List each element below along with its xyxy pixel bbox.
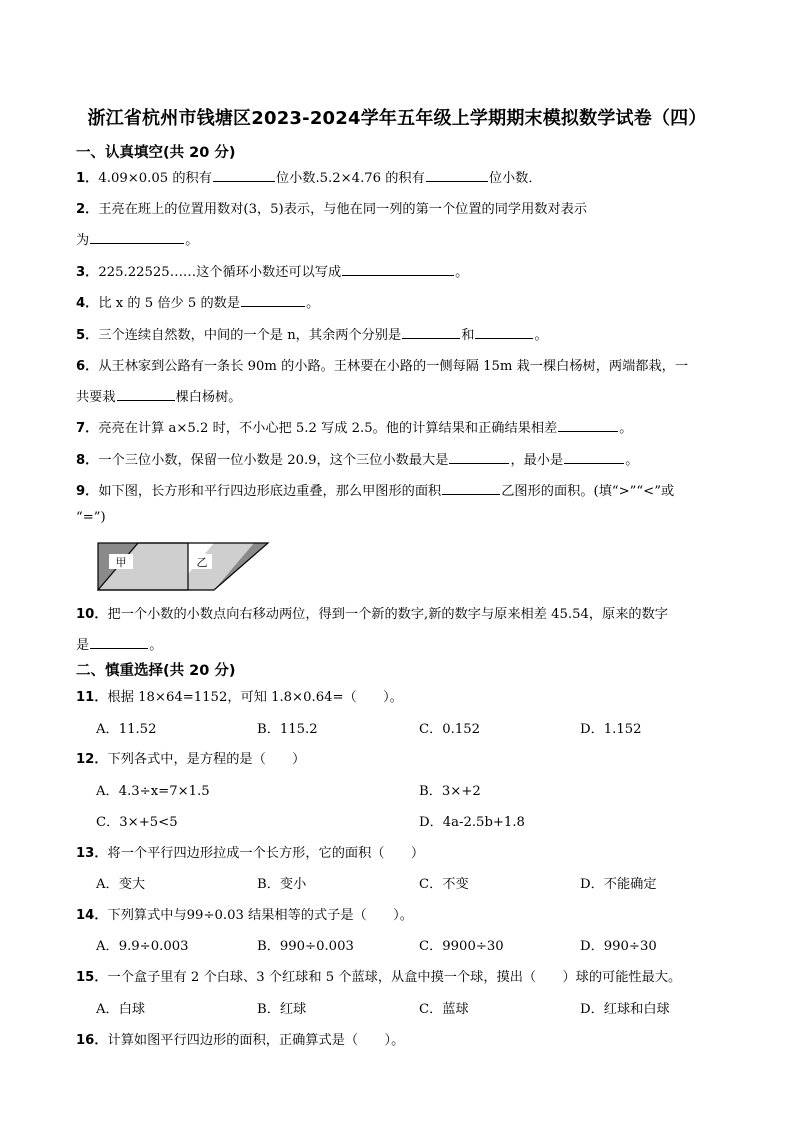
label-jia: 甲 (115, 556, 127, 569)
label-yi: 乙 (196, 556, 208, 569)
question-text: 。 (625, 453, 639, 468)
question-15 (76, 966, 681, 985)
question-9 (76, 480, 674, 499)
question-number: 4． (76, 296, 99, 311)
question-number: 16． (76, 1033, 108, 1048)
question-number: 12． (76, 752, 108, 767)
q11-option-b[interactable]: B．115.2 (257, 722, 318, 737)
question-text: 下列算式中与99÷0.03 结果相等的式子是（ ）。 (107, 908, 413, 923)
question-text: 225.22525……这个循环小数还可以写成 (98, 265, 342, 280)
question-number: 15． (76, 970, 108, 985)
q14-option-d[interactable]: D．990÷30 (580, 939, 657, 954)
question-number: 14． (76, 908, 108, 923)
q11-option-c[interactable]: C．0.152 (419, 722, 481, 737)
question-text: 从王林家到公路有一条长 90m 的小路。王林要在小路的一侧每隔 15m 栽一棵白杨树，两端都栽，一 (98, 359, 689, 374)
question-7 (76, 417, 632, 436)
question-text: ，最小是 (510, 453, 564, 468)
answer-blank[interactable] (402, 326, 460, 339)
question-6 (76, 355, 688, 374)
q12-option-c[interactable]: C．3×+5<5 (96, 815, 178, 830)
question-number: 3． (76, 265, 99, 280)
answer-blank[interactable] (241, 294, 305, 307)
q12-option-b[interactable]: B．3×+2 (419, 784, 481, 799)
question-13 (76, 842, 424, 861)
question-14 (76, 904, 413, 923)
answer-blank[interactable] (90, 231, 184, 244)
exam-title: 浙江省杭州市钱塘区2023-2024学年五年级上学期期末模拟数学试卷（四） (87, 108, 707, 129)
question-text: 。 (534, 328, 548, 343)
question-number: 6． (76, 359, 99, 374)
answer-blank[interactable] (449, 451, 509, 464)
question-text: 共要栽 (76, 390, 116, 405)
question-1 (76, 167, 542, 186)
q14-option-c[interactable]: C．9900÷30 (419, 939, 504, 954)
question-8 (76, 449, 638, 468)
question-text: 将一个平行四边形拉成一个长方形，它的面积（ ） (107, 846, 425, 861)
q12-option-a[interactable]: A．4.3÷x=7×1.5 (96, 784, 210, 799)
question-text: 。 (619, 421, 633, 436)
question-text: 4.09×0.05 的积有 (98, 171, 212, 186)
question-3 (76, 261, 468, 280)
q11-option-d[interactable]: D．1.152 (580, 722, 642, 737)
answer-blank[interactable] (342, 263, 454, 276)
question-text: 位小数.5.2×4.76 的积有 (275, 171, 425, 186)
q12-option-d[interactable]: D．4a-2.5b+1.8 (419, 815, 525, 830)
question-number: 9． (76, 484, 99, 499)
q14-option-b[interactable]: B．990÷0.003 (257, 939, 354, 954)
q15-option-c[interactable]: C．蓝球 (419, 1002, 469, 1017)
question-2 (76, 198, 587, 217)
question-16 (76, 1029, 404, 1048)
answer-blank[interactable] (426, 169, 488, 182)
section-heading-fill-blanks: 一、认真填空(共 20 分) (76, 145, 236, 161)
question-number: 8． (76, 453, 99, 468)
q14-option-a[interactable]: A．9.9÷0.003 (96, 939, 189, 954)
question-text: 一个盒子里有 2 个白球、3 个红球和 5 个蓝球，从盒中摸一个球，摸出（ ）球的可能性最大。 (107, 970, 682, 985)
question-text: 棵白杨树。 (175, 390, 242, 405)
question-text: 。 (185, 233, 199, 248)
q9-rectangle-parallelogram-figure (96, 541, 272, 593)
question-text: 计算如图平行四边形的面积，正确算式是（ ）。 (107, 1033, 405, 1048)
answer-blank[interactable] (213, 169, 275, 182)
question-text: “=”) (76, 510, 106, 525)
answer-blank[interactable] (558, 419, 618, 432)
q15-option-b[interactable]: B．红球 (257, 1002, 307, 1017)
question-2-continued (76, 229, 198, 248)
q13-option-b[interactable]: B．变小 (257, 877, 307, 892)
question-text: 把一个小数的小数点向右移动两位，得到一个新的数字,新的数字与原来相差 45.54，原来的数字 (107, 607, 668, 622)
q13-option-c[interactable]: C．不变 (419, 877, 469, 892)
question-text: 如下图，长方形和平行四边形底边重叠，那么甲图形的面积 (98, 484, 442, 499)
question-text: 。 (149, 638, 163, 653)
q13-option-a[interactable]: A．变大 (96, 877, 146, 892)
question-text: 三个连续自然数，中间的一个是 n，其余两个分别是 (98, 328, 402, 343)
q11-option-a[interactable]: A．11.52 (96, 722, 157, 737)
section-heading-multiple-choice: 二、慎重选择(共 20 分) (76, 663, 236, 679)
question-text: 比 x 的 5 倍少 5 的数是 (98, 296, 241, 311)
question-10-continued (76, 634, 162, 653)
q15-option-a[interactable]: A．白球 (96, 1002, 146, 1017)
question-6-continued (76, 386, 242, 405)
answer-blank[interactable] (564, 451, 624, 464)
answer-blank[interactable] (442, 482, 500, 495)
q13-option-d[interactable]: D．不能确定 (580, 877, 657, 892)
question-number: 11． (76, 690, 108, 705)
question-text: 位小数． (488, 171, 542, 186)
question-5 (76, 324, 548, 343)
answer-blank[interactable] (117, 388, 175, 401)
answer-blank[interactable] (475, 326, 533, 339)
question-text: 根据 18×64=1152，可知 1.8×0.64=（ ）。 (107, 690, 403, 705)
question-text: 和 (461, 328, 475, 343)
question-text: 。 (306, 296, 320, 311)
question-number: 1． (76, 171, 99, 186)
question-9-continued (76, 510, 106, 525)
question-number: 2． (76, 202, 99, 217)
question-4 (76, 292, 319, 311)
question-10 (76, 603, 668, 622)
question-text: 亮亮在计算 a×5.2 时，不小心把 5.2 写成 2.5。他的计算结果和正确结果相差 (98, 421, 558, 436)
question-12 (76, 748, 305, 767)
question-11 (76, 686, 403, 705)
question-number: 10． (76, 607, 108, 622)
question-text: 一个三位小数，保留一位小数是 20.9，这个三位小数最大是 (98, 453, 449, 468)
question-number: 5． (76, 328, 99, 343)
question-text: 乙图形的面积。(填“>”“<”或 (501, 484, 675, 499)
question-text: 下列各式中，是方程的是（ ） (107, 752, 306, 767)
answer-blank[interactable] (90, 636, 148, 649)
question-text: 王亮在班上的位置用数对(3，5)表示，与他在同一列的第一个位置的同学用数对表示 (98, 202, 588, 217)
question-text: 。 (455, 265, 469, 280)
question-number: 13． (76, 846, 108, 861)
q15-option-d[interactable]: D．红球和白球 (580, 1002, 670, 1017)
question-number: 7． (76, 421, 99, 436)
question-text: 为 (76, 233, 90, 248)
question-text: 是 (76, 638, 90, 653)
